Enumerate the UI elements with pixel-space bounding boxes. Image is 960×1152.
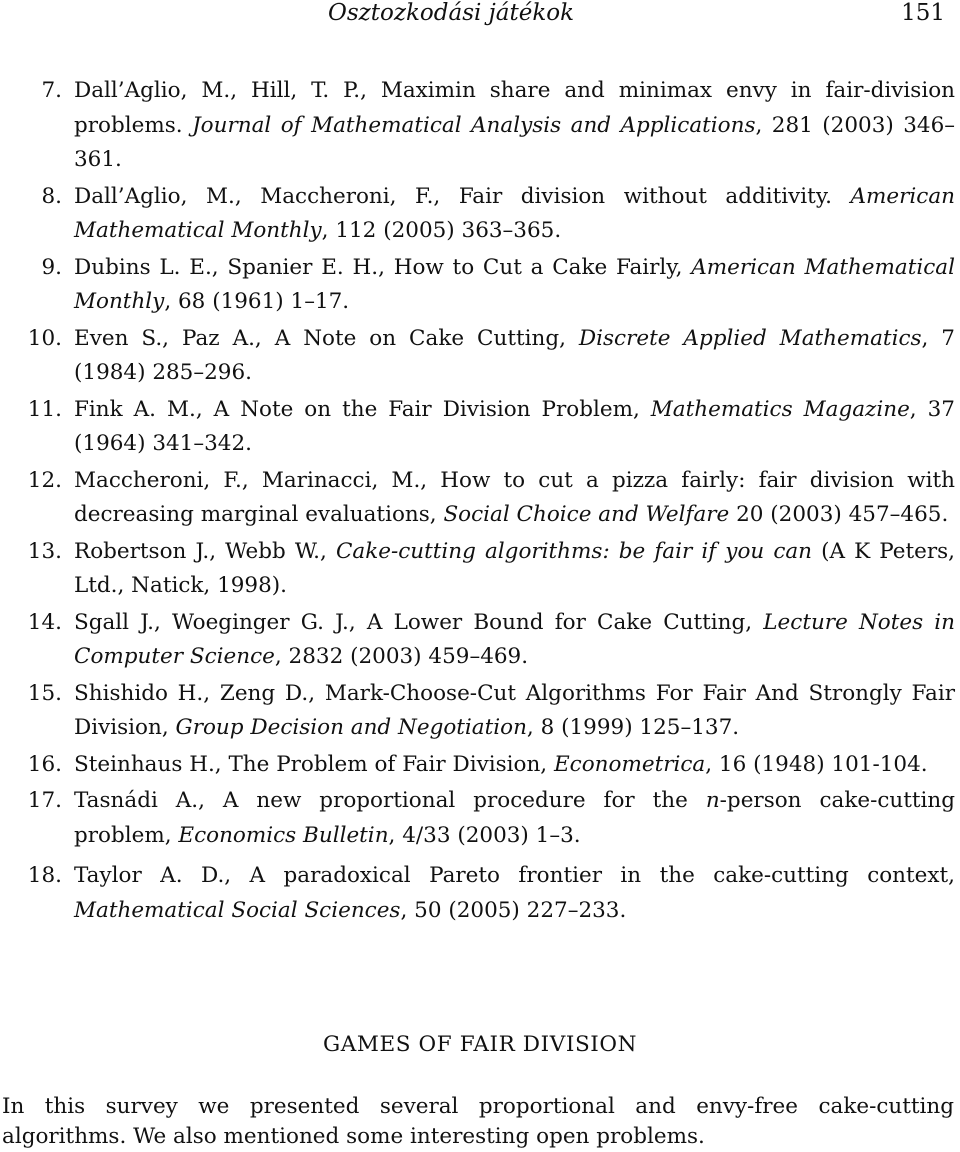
reference-list xyxy=(0,74,955,928)
reference-segment: Dall’Aglio, M., Maccheroni, F., Fair division without additivity. xyxy=(74,183,851,209)
reference-italic-segment: American Mathematical Monthly xyxy=(74,183,955,243)
reference-number: 7. xyxy=(41,78,62,103)
reference-number: 14. xyxy=(27,609,62,635)
reference-italic-segment: Economics Bulletin xyxy=(178,822,389,848)
reference-text xyxy=(74,539,955,599)
reference-segment: , 112 (2005) 363–365. xyxy=(321,218,562,243)
reference-item xyxy=(0,535,955,604)
reference-number: 17. xyxy=(27,788,62,813)
reference-segment: Shishido H., Zeng D., Mark-Choose-Cut Algorithms For Fair And Strongly Fair Division, xyxy=(74,680,955,740)
reference-number: 16. xyxy=(27,751,62,777)
reference-text xyxy=(74,326,955,386)
reference-italic-segment: American Mathematical Monthly xyxy=(74,254,955,314)
reference-segment: 20 (2003) 457–465. xyxy=(729,502,949,527)
reference-text xyxy=(74,184,955,244)
reference-item xyxy=(0,322,955,391)
section-title: GAMES OF FAIR DIVISION xyxy=(322,1032,638,1057)
reference-segment: , 8 (1999) 125–137. xyxy=(526,715,740,740)
reference-text xyxy=(74,788,955,848)
reference-segment: Dubins L. E., Spanier E. H., How to Cut a Cake Fairly, xyxy=(74,254,692,280)
reference-segment: Steinhaus H., The Problem of Fair Division, xyxy=(74,751,554,777)
reference-segment: , 68 (1961) 1–17. xyxy=(164,289,350,314)
reference-number: 10. xyxy=(27,325,62,351)
reference-segment: Taylor A. D., A paradoxical Pareto frontier in the cake-cutting context, xyxy=(74,863,955,888)
running-title: Osztozkodási játékok xyxy=(328,0,575,26)
reference-italic-segment: Cake-cutting algorithms: be fair if you can xyxy=(335,538,813,564)
reference-segment: , 281 (2003) 346–361. xyxy=(74,112,956,172)
reference-italic-segment: Mathematical Social Sciences xyxy=(74,897,401,923)
reference-segment: Fink A. M., A Note on the Fair Division Problem, xyxy=(74,396,651,422)
reference-segment: , 4/33 (2003) 1–3. xyxy=(388,822,581,848)
reference-segment: Robertson J., Webb W., xyxy=(74,538,336,564)
reference-text xyxy=(74,397,955,457)
reference-number: 8. xyxy=(41,183,62,209)
reference-item xyxy=(0,859,955,928)
reference-item xyxy=(0,748,955,783)
reference-item xyxy=(0,393,955,462)
reference-item xyxy=(0,464,955,533)
page-number: 151 xyxy=(901,0,945,26)
reference-segment: Dall’Aglio, M., Hill, T. P., Maximin share and minimax envy in fair-division problems. xyxy=(74,78,955,138)
reference-italic-segment: Econometrica xyxy=(553,751,706,777)
reference-segment: Even S., Paz A., A Note on Cake Cutting, xyxy=(74,325,579,351)
reference-segment: , 50 (2005) 227–233. xyxy=(400,897,627,923)
reference-segment: -person cake-cutting problem, xyxy=(74,788,956,848)
reference-text xyxy=(74,752,928,777)
reference-text xyxy=(74,610,955,670)
reference-segment: , 16 (1948) 101-104. xyxy=(705,751,928,777)
reference-italic-segment: Group Decision and Negotiation xyxy=(175,715,527,740)
reference-text xyxy=(74,255,955,315)
reference-italic-segment: n xyxy=(705,788,720,813)
reference-segment: , 7 (1984) 285–296. xyxy=(74,325,955,385)
reference-item xyxy=(0,180,955,249)
reference-segment: , 37 (1964) 341–342. xyxy=(74,396,955,456)
reference-segment: Maccheroni, F., Marinacci, M., How to cut a pizza fairly: fair division with decreasing marginal evaluations, xyxy=(74,467,955,527)
reference-italic-segment: Journal of Mathematical Analysis and Applications xyxy=(192,112,756,138)
abstract-paragraph: In this survey we presented several proportional and envy-free cake-cutting algorithms. We also mentioned some interesting open problems. xyxy=(2,1094,954,1149)
reference-number: 18. xyxy=(27,863,62,888)
reference-number: 11. xyxy=(27,396,62,422)
reference-number: 12. xyxy=(27,467,62,493)
reference-italic-segment: Social Choice and Welfare xyxy=(443,502,730,527)
running-head xyxy=(0,0,960,28)
reference-text xyxy=(74,863,955,923)
reference-number: 15. xyxy=(27,680,62,706)
reference-text xyxy=(74,78,955,172)
reference-segment: (A K Peters, Ltd., Natick, 1998). xyxy=(74,538,956,598)
reference-item xyxy=(0,251,955,320)
reference-text xyxy=(74,468,955,528)
reference-item xyxy=(0,74,955,178)
reference-item xyxy=(0,606,955,675)
reference-segment: , 2832 (2003) 459–469. xyxy=(274,644,529,669)
reference-number: 13. xyxy=(27,538,62,564)
reference-italic-segment: Mathematics Magazine xyxy=(650,396,910,422)
reference-text xyxy=(74,681,955,741)
reference-italic-segment: Lecture Notes in Computer Science xyxy=(74,609,956,669)
reference-segment: Tasnádi A., A new proportional procedure for the xyxy=(74,788,706,813)
reference-item xyxy=(0,784,955,853)
reference-item xyxy=(0,677,955,746)
reference-segment: Sgall J., Woeginger G. J., A Lower Bound for Cake Cutting, xyxy=(74,609,764,635)
reference-italic-segment: Discrete Applied Mathematics xyxy=(578,325,922,351)
reference-number: 9. xyxy=(41,254,62,280)
